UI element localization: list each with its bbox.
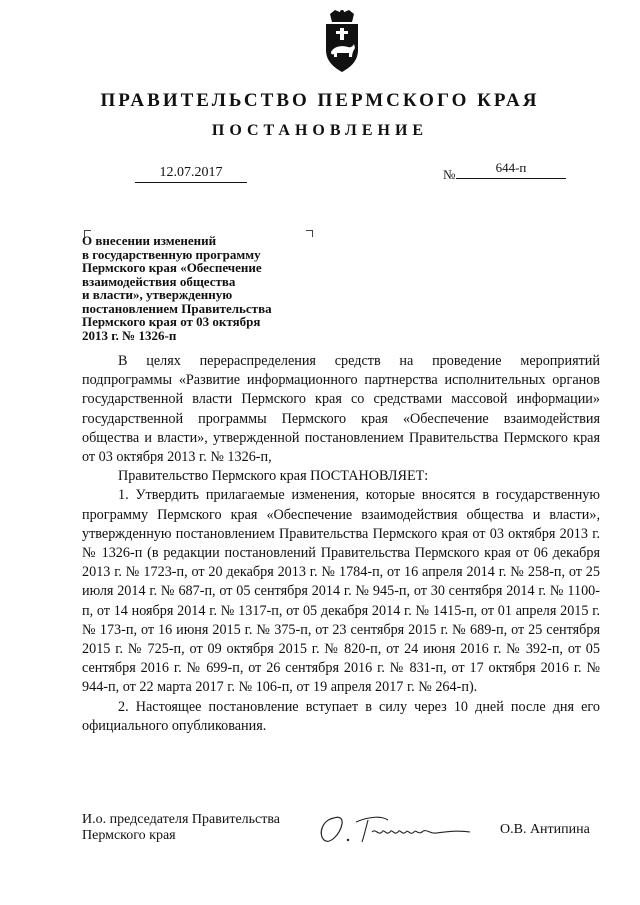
document-type: ПОСТАНОВЛЕНИЕ [211,122,429,139]
subject-line: Пермского края от 03 октября [82,314,261,329]
subject-line: 2013 г. № 1326-п [82,327,177,343]
preamble-paragraph: В целях перераспределения средств на проведение мероприятий подпрограммы «Развитие информационного партнерства исполнительных органов государственной власти Пермского края со средствами массовой информации» государственной программы Пермского края «Обеспечение взаимодействия общества и власти», утвержденной постановлением Правительства Пермского края от 03 октября 2013 г. № 1326-п, [82,353,600,466]
document-number: 644-п [456,160,566,179]
signer-name: О.В. Антипина [500,822,590,837]
resolution-paragraph: Правительство Пермского края ПОСТАНОВЛЯЕТ: [118,468,429,485]
signer-position-line: Пермского края [82,828,176,843]
government-title: ПРАВИТЕЛЬСТВО ПЕРМСКОГО КРАЯ [100,90,540,111]
clause-2-paragraph: 2. Настоящее постановление вступает в силу через 10 дней после дня его официального опубликования. [82,698,600,734]
subject-line: взаимодействия общества [82,273,236,289]
signer-position [82,812,322,844]
subject-line: О внесении изменений [82,233,217,248]
subject-line: и власти», утвержденную [82,287,233,302]
subject-line: постановлением Правительства [82,300,272,316]
signer-position-line: И.о. председателя Правительства [82,812,281,827]
subject-line: Пермского края «Обеспечение [82,260,262,275]
subject-line: в государственную программу [82,246,261,262]
clause-1-paragraph: 1. Утвердить прилагаемые изменения, которые вносятся в государственную программу Пермского края «Обеспечение взаимодействия общества и власти», утвержденную постановлением Правительства Пермского края от 03 октября 2013 г. № 1326-п (в редакции постановлений Правительства Пермского края от 06 декабря 2013 г. № 1723-п, от 20 декабря 2013 г. № 1784-п, от 16 апреля 2014 г. № 258-п, от 25 июля 2014 г. № 687-п, от 05 сентября 2014 г. № 945-п, от 30 сентября 2014 г. № 1100-п, от 14 ноября 2014 г. № 1317-п, от 05 декабря 2014 г. № 1415-п, от 01 апреля 2015 г. № 173-п, от 16 июня 2015 г. № 375-п, от 23 сентября 2015 г. № 689-п, от 25 сентября 2015 г. № 725-п, от 09 октября 2015 г. № 820-п, от 24 июня 2016 г. № 392-п, от 05 сентября 2016 г. № 699-п, от 26 сентября 2016 г. № 831-п, от 17 октября 2016 г. № 944-п, от 22 марта 2017 г. № 106-п, от 19 апреля 2017 г. № 264-п). [82,487,600,696]
handwritten-signature-icon [312,808,482,848]
document-subject [82,234,322,342]
coat-of-arms-icon [322,10,362,72]
number-sign: № [443,167,456,182]
document-body [82,352,600,736]
document-date: 12.07.2017 [135,165,247,183]
